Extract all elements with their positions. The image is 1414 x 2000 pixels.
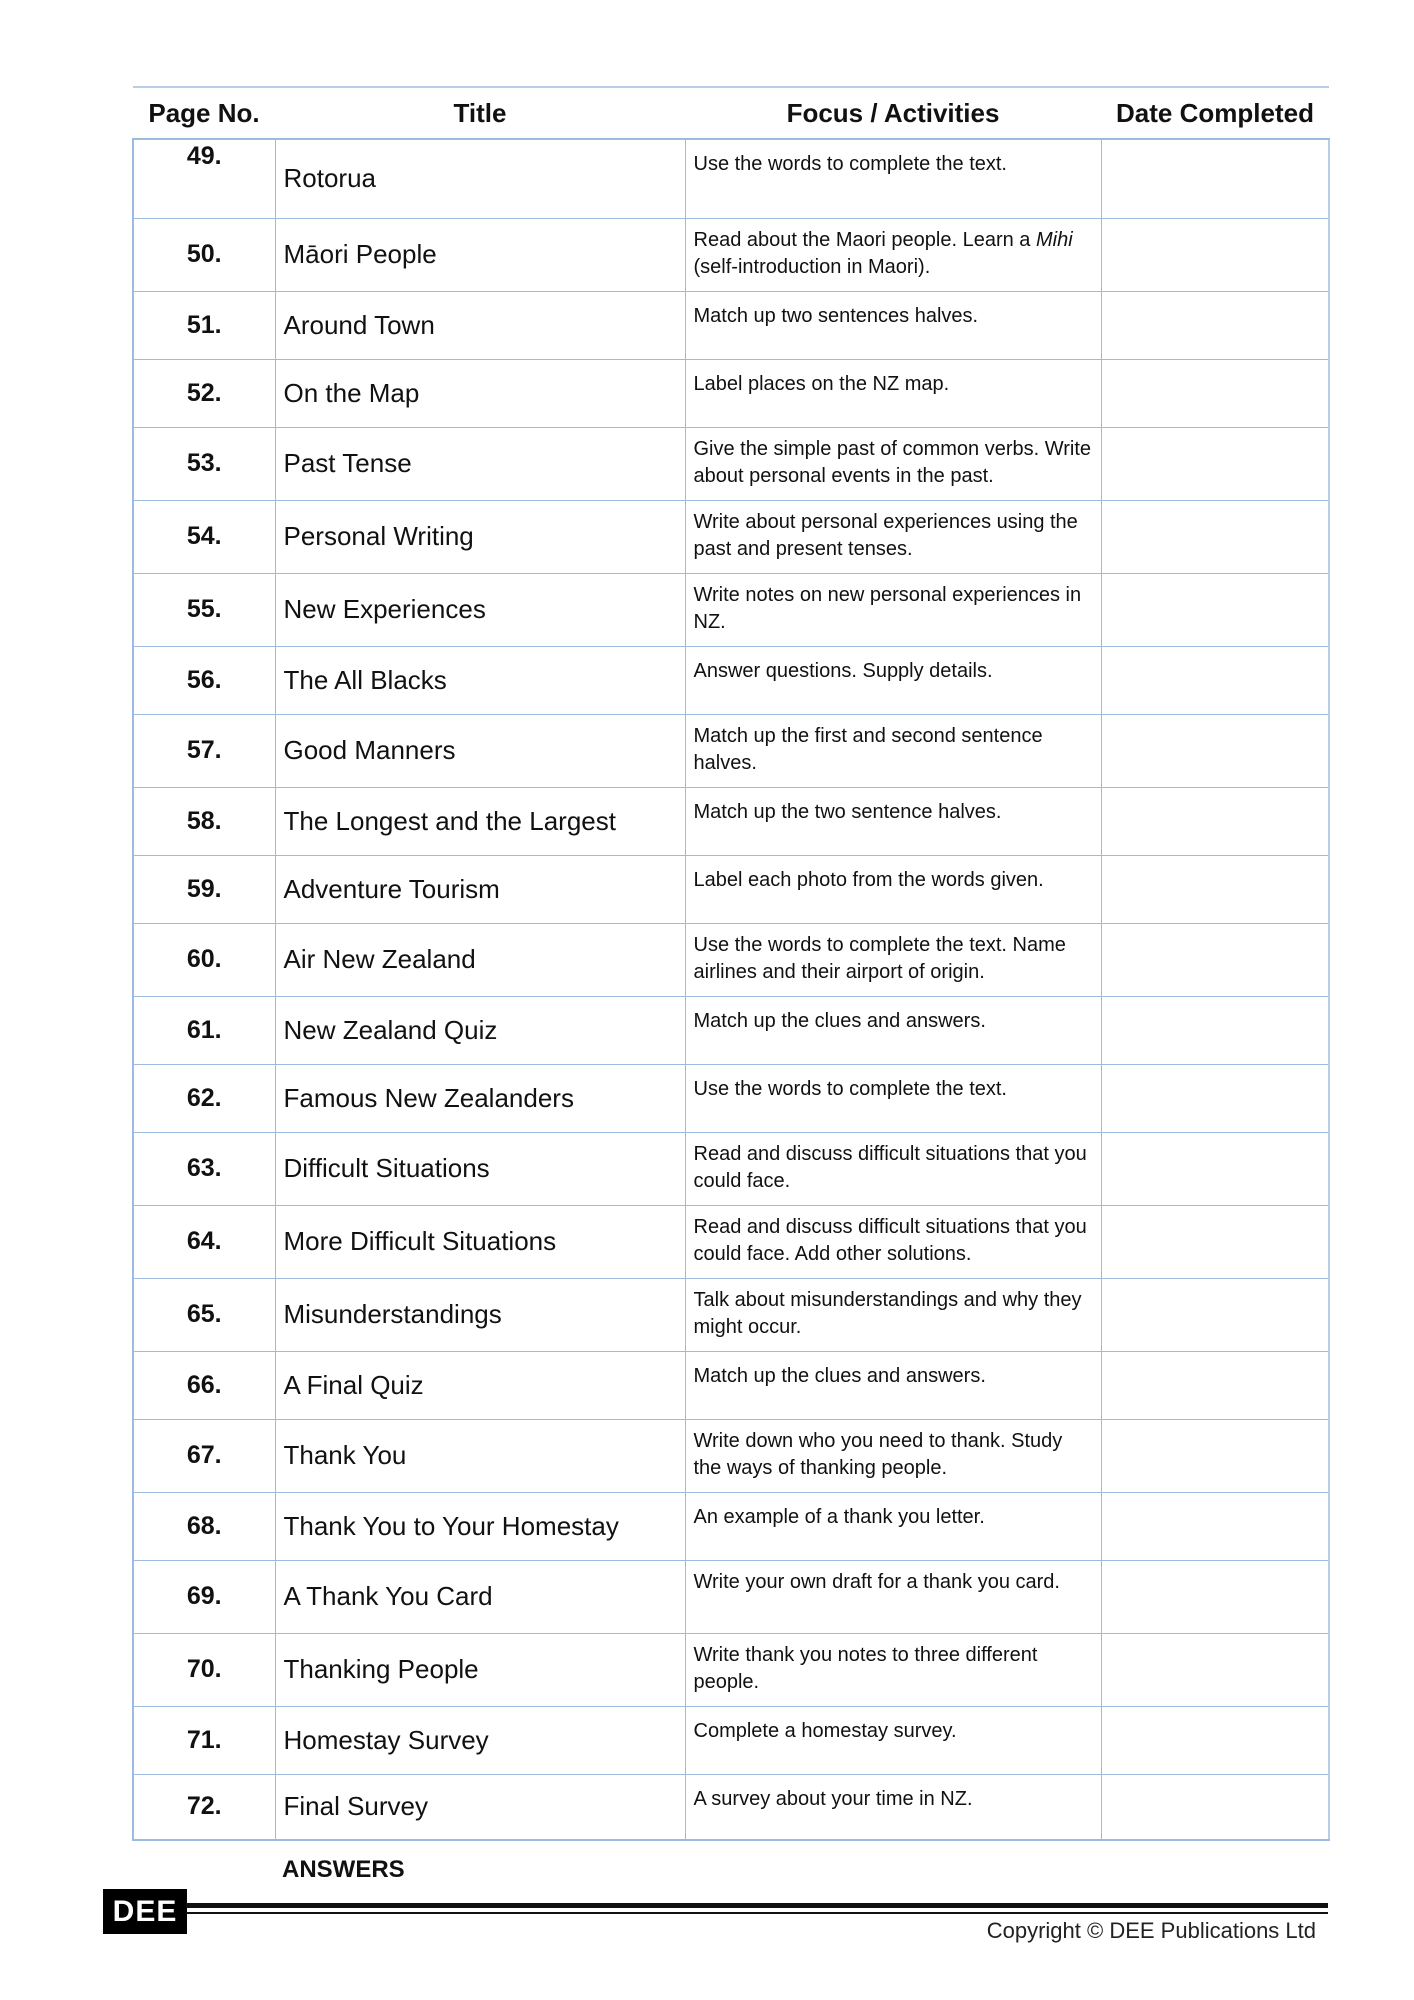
lesson-title: Rotorua — [275, 139, 685, 218]
date-completed-cell[interactable] — [1101, 1492, 1329, 1560]
table-row — [133, 923, 1329, 996]
lesson-title: Adventure Tourism — [275, 855, 685, 923]
date-completed-cell[interactable] — [1101, 1351, 1329, 1419]
header-page-no: Page No. — [133, 87, 275, 139]
date-completed-cell[interactable] — [1101, 291, 1329, 359]
page-number: 59. — [133, 855, 275, 923]
lesson-title: On the Map — [275, 359, 685, 427]
date-completed-cell[interactable] — [1101, 1278, 1329, 1351]
focus-activities: Write down who you need to thank. Study the ways of thanking people. — [685, 1419, 1101, 1492]
table-row — [133, 500, 1329, 573]
page-number: 72. — [133, 1774, 275, 1840]
focus-activities: Use the words to complete the text. — [685, 1064, 1101, 1132]
date-completed-cell[interactable] — [1101, 500, 1329, 573]
date-completed-cell[interactable] — [1101, 996, 1329, 1064]
focus-activities: Write about personal experiences using the past and present tenses. — [685, 500, 1101, 573]
lesson-title: New Zealand Quiz — [275, 996, 685, 1064]
table-row — [133, 573, 1329, 646]
page-number: 69. — [133, 1560, 275, 1633]
page-number: 50. — [133, 218, 275, 291]
focus-activities — [685, 218, 1101, 291]
lesson-title: More Difficult Situations — [275, 1205, 685, 1278]
page-number: 70. — [133, 1633, 275, 1706]
date-completed-cell[interactable] — [1101, 787, 1329, 855]
page-number: 49. — [133, 139, 275, 218]
footer-rule-thick — [186, 1903, 1328, 1908]
table-row — [133, 1560, 1329, 1633]
table-row — [133, 787, 1329, 855]
focus-activities: Read and discuss difficult situations that you could face. — [685, 1132, 1101, 1205]
focus-text: Read about the Maori people. Learn a — [693, 228, 1036, 251]
lesson-title: Māori People — [275, 218, 685, 291]
focus-activities: Give the simple past of common verbs. Write about personal events in the past. — [685, 427, 1101, 500]
table-row — [133, 218, 1329, 291]
focus-activities: Talk about misunderstandings and why they might occur. — [685, 1278, 1101, 1351]
page-number: 66. — [133, 1351, 275, 1419]
lesson-title: Thanking People — [275, 1633, 685, 1706]
page-number: 55. — [133, 573, 275, 646]
date-completed-cell[interactable] — [1101, 1205, 1329, 1278]
page-number: 53. — [133, 427, 275, 500]
lesson-title: Thank You — [275, 1419, 685, 1492]
lesson-title: New Experiences — [275, 573, 685, 646]
page-number: 60. — [133, 923, 275, 996]
table-row — [133, 855, 1329, 923]
date-completed-cell[interactable] — [1101, 1560, 1329, 1633]
lesson-title: Difficult Situations — [275, 1132, 685, 1205]
page-number: 51. — [133, 291, 275, 359]
focus-activities: Match up the clues and answers. — [685, 1351, 1101, 1419]
date-completed-cell[interactable] — [1101, 1774, 1329, 1840]
lesson-title: Past Tense — [275, 427, 685, 500]
table-row — [133, 1492, 1329, 1560]
footer-rule-thin — [186, 1912, 1328, 1914]
date-completed-cell[interactable] — [1101, 855, 1329, 923]
page-number: 54. — [133, 500, 275, 573]
table-row — [133, 996, 1329, 1064]
lesson-title: The Longest and the Largest — [275, 787, 685, 855]
lesson-title: Final Survey — [275, 1774, 685, 1840]
lesson-title: Thank You to Your Homestay — [275, 1492, 685, 1560]
date-completed-cell[interactable] — [1101, 218, 1329, 291]
page-number: 52. — [133, 359, 275, 427]
copyright-notice: Copyright © DEE Publications Ltd — [986, 1918, 1316, 1943]
lesson-title: Homestay Survey — [275, 1706, 685, 1774]
date-completed-cell[interactable] — [1101, 1633, 1329, 1706]
page-number: 58. — [133, 787, 275, 855]
lesson-title: The All Blacks — [275, 646, 685, 714]
focus-activities: Use the words to complete the text. Name airlines and their airport of origin. — [685, 923, 1101, 996]
focus-activities: A survey about your time in NZ. — [685, 1774, 1101, 1840]
lesson-title: A Thank You Card — [275, 1560, 685, 1633]
date-completed-cell[interactable] — [1101, 646, 1329, 714]
focus-activities: Use the words to complete the text. — [685, 139, 1101, 218]
focus-activities: Write thank you notes to three different people. — [685, 1633, 1101, 1706]
table-row — [133, 646, 1329, 714]
date-completed-cell[interactable] — [1101, 1419, 1329, 1492]
focus-activities: Match up the clues and answers. — [685, 996, 1101, 1064]
answers-heading: ANSWERS — [282, 1856, 405, 1883]
page-number: 65. — [133, 1278, 275, 1351]
dee-logo: DEE — [103, 1889, 187, 1934]
date-completed-cell[interactable] — [1101, 139, 1329, 218]
focus-activities: Label places on the NZ map. — [685, 359, 1101, 427]
table-row — [133, 1132, 1329, 1205]
contents-table — [132, 86, 1330, 1841]
date-completed-cell[interactable] — [1101, 714, 1329, 787]
header-row — [133, 87, 1329, 139]
date-completed-cell[interactable] — [1101, 573, 1329, 646]
date-completed-cell[interactable] — [1101, 359, 1329, 427]
header-focus: Focus / Activities — [685, 87, 1101, 139]
lesson-title: A Final Quiz — [275, 1351, 685, 1419]
focus-activities: Write notes on new personal experiences in NZ. — [685, 573, 1101, 646]
focus-activities: Read and discuss difficult situations that you could face. Add other solutions. — [685, 1205, 1101, 1278]
table-row — [133, 1351, 1329, 1419]
date-completed-cell[interactable] — [1101, 1706, 1329, 1774]
page-number: 61. — [133, 996, 275, 1064]
date-completed-cell[interactable] — [1101, 1132, 1329, 1205]
header-title: Title — [275, 87, 685, 139]
focus-activities: An example of a thank you letter. — [685, 1492, 1101, 1560]
focus-emphasis: Mihi — [1035, 228, 1073, 251]
lesson-title: Air New Zealand — [275, 923, 685, 996]
lesson-title: Personal Writing — [275, 500, 685, 573]
table-row — [133, 1205, 1329, 1278]
date-completed-cell[interactable] — [1101, 923, 1329, 996]
focus-text: (self-introduction in Maori). — [693, 255, 931, 278]
lesson-title: Around Town — [275, 291, 685, 359]
page-number: 64. — [133, 1205, 275, 1278]
table-row — [133, 427, 1329, 500]
table-row — [133, 1774, 1329, 1840]
page-number: 68. — [133, 1492, 275, 1560]
focus-activities: Match up the first and second sentence halves. — [685, 714, 1101, 787]
date-completed-cell[interactable] — [1101, 427, 1329, 500]
page-number: 56. — [133, 646, 275, 714]
table-row — [133, 1064, 1329, 1132]
date-completed-cell[interactable] — [1101, 1064, 1329, 1132]
page-number: 71. — [133, 1706, 275, 1774]
focus-activities: Match up the two sentence halves. — [685, 787, 1101, 855]
lesson-title: Famous New Zealanders — [275, 1064, 685, 1132]
table-row — [133, 1706, 1329, 1774]
table-row — [133, 1419, 1329, 1492]
page-number: 67. — [133, 1419, 275, 1492]
header-date-completed: Date Completed — [1101, 87, 1329, 139]
focus-activities: Write your own draft for a thank you card. — [685, 1560, 1101, 1633]
lesson-title: Good Manners — [275, 714, 685, 787]
table-row — [133, 291, 1329, 359]
focus-activities: Match up two sentences halves. — [685, 291, 1101, 359]
table-row — [133, 714, 1329, 787]
focus-activities: Complete a homestay survey. — [685, 1706, 1101, 1774]
page-number: 63. — [133, 1132, 275, 1205]
focus-activities: Answer questions. Supply details. — [685, 646, 1101, 714]
page-number: 62. — [133, 1064, 275, 1132]
focus-activities: Label each photo from the words given. — [685, 855, 1101, 923]
table-row — [133, 139, 1329, 218]
table-row — [133, 359, 1329, 427]
table-row — [133, 1278, 1329, 1351]
lesson-title: Misunderstandings — [275, 1278, 685, 1351]
page-number: 57. — [133, 714, 275, 787]
table-row — [133, 1633, 1329, 1706]
